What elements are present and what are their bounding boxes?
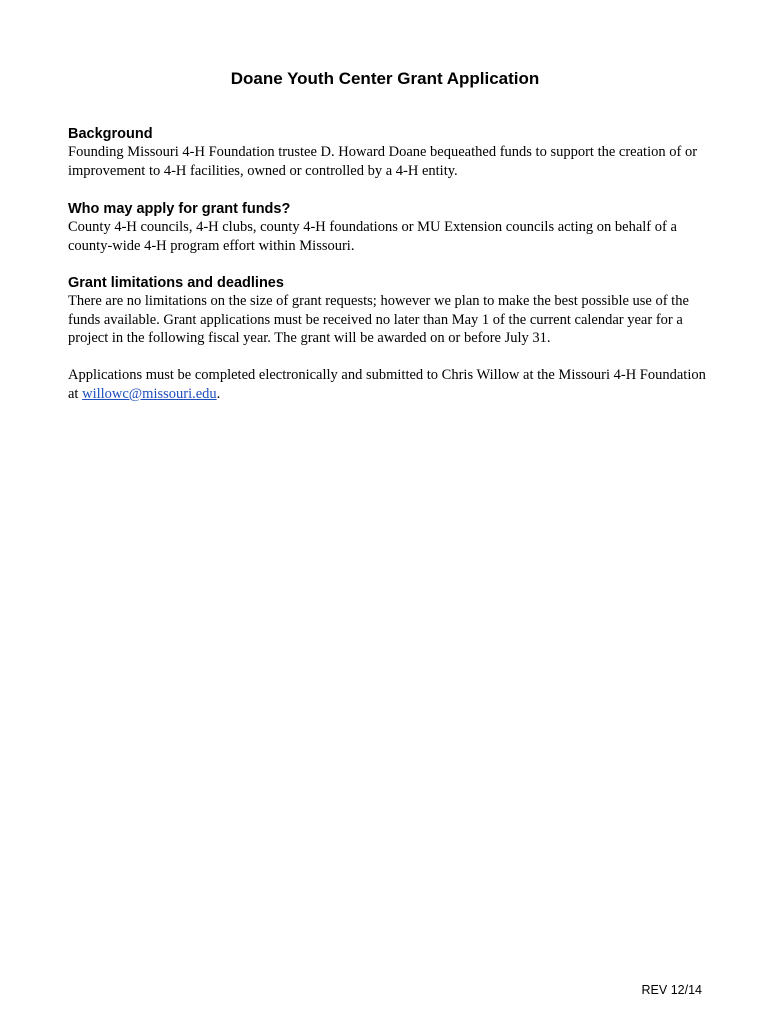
limitations-text: There are no limitations on the size of grant requests; however we plan to make the best possible use of the funds available. Grant applications must be received no later than May 1 of the current calendar year for a project in the following fiscal year. The grant will be awarded on or before July 31. bbox=[68, 293, 689, 347]
background-heading: Background bbox=[68, 126, 153, 142]
eligibility-section bbox=[68, 200, 708, 255]
background-text: Founding Missouri 4-H Foundation trustee D. Howard Doane bequeathed funds to support the creation of or improvement to 4-H facilities, owned or controlled by a 4-H entity. bbox=[68, 144, 698, 179]
eligibility-text: County 4-H councils, 4-H clubs, county 4-H foundations or MU Extension councils acting on behalf of a county-wide 4-H program effort within Missouri. bbox=[68, 219, 677, 254]
eligibility-heading: Who may apply for grant funds? bbox=[68, 201, 291, 217]
email-link[interactable]: willowc@missouri.edu bbox=[82, 385, 217, 402]
submission-text-before: Applications must be completed electronically and submitted to Chris Willow at the Missouri 4-H Foundation at bbox=[68, 367, 706, 402]
submission-text bbox=[68, 366, 708, 403]
limitations-section bbox=[68, 274, 708, 348]
submission-section bbox=[68, 366, 708, 403]
revision-label: REV 12/14 bbox=[641, 983, 702, 997]
document-title: Doane Youth Center Grant Application bbox=[230, 69, 540, 88]
submission-text-after: . bbox=[216, 385, 221, 402]
background-section bbox=[68, 125, 708, 180]
limitations-heading: Grant limitations and deadlines bbox=[68, 275, 284, 291]
